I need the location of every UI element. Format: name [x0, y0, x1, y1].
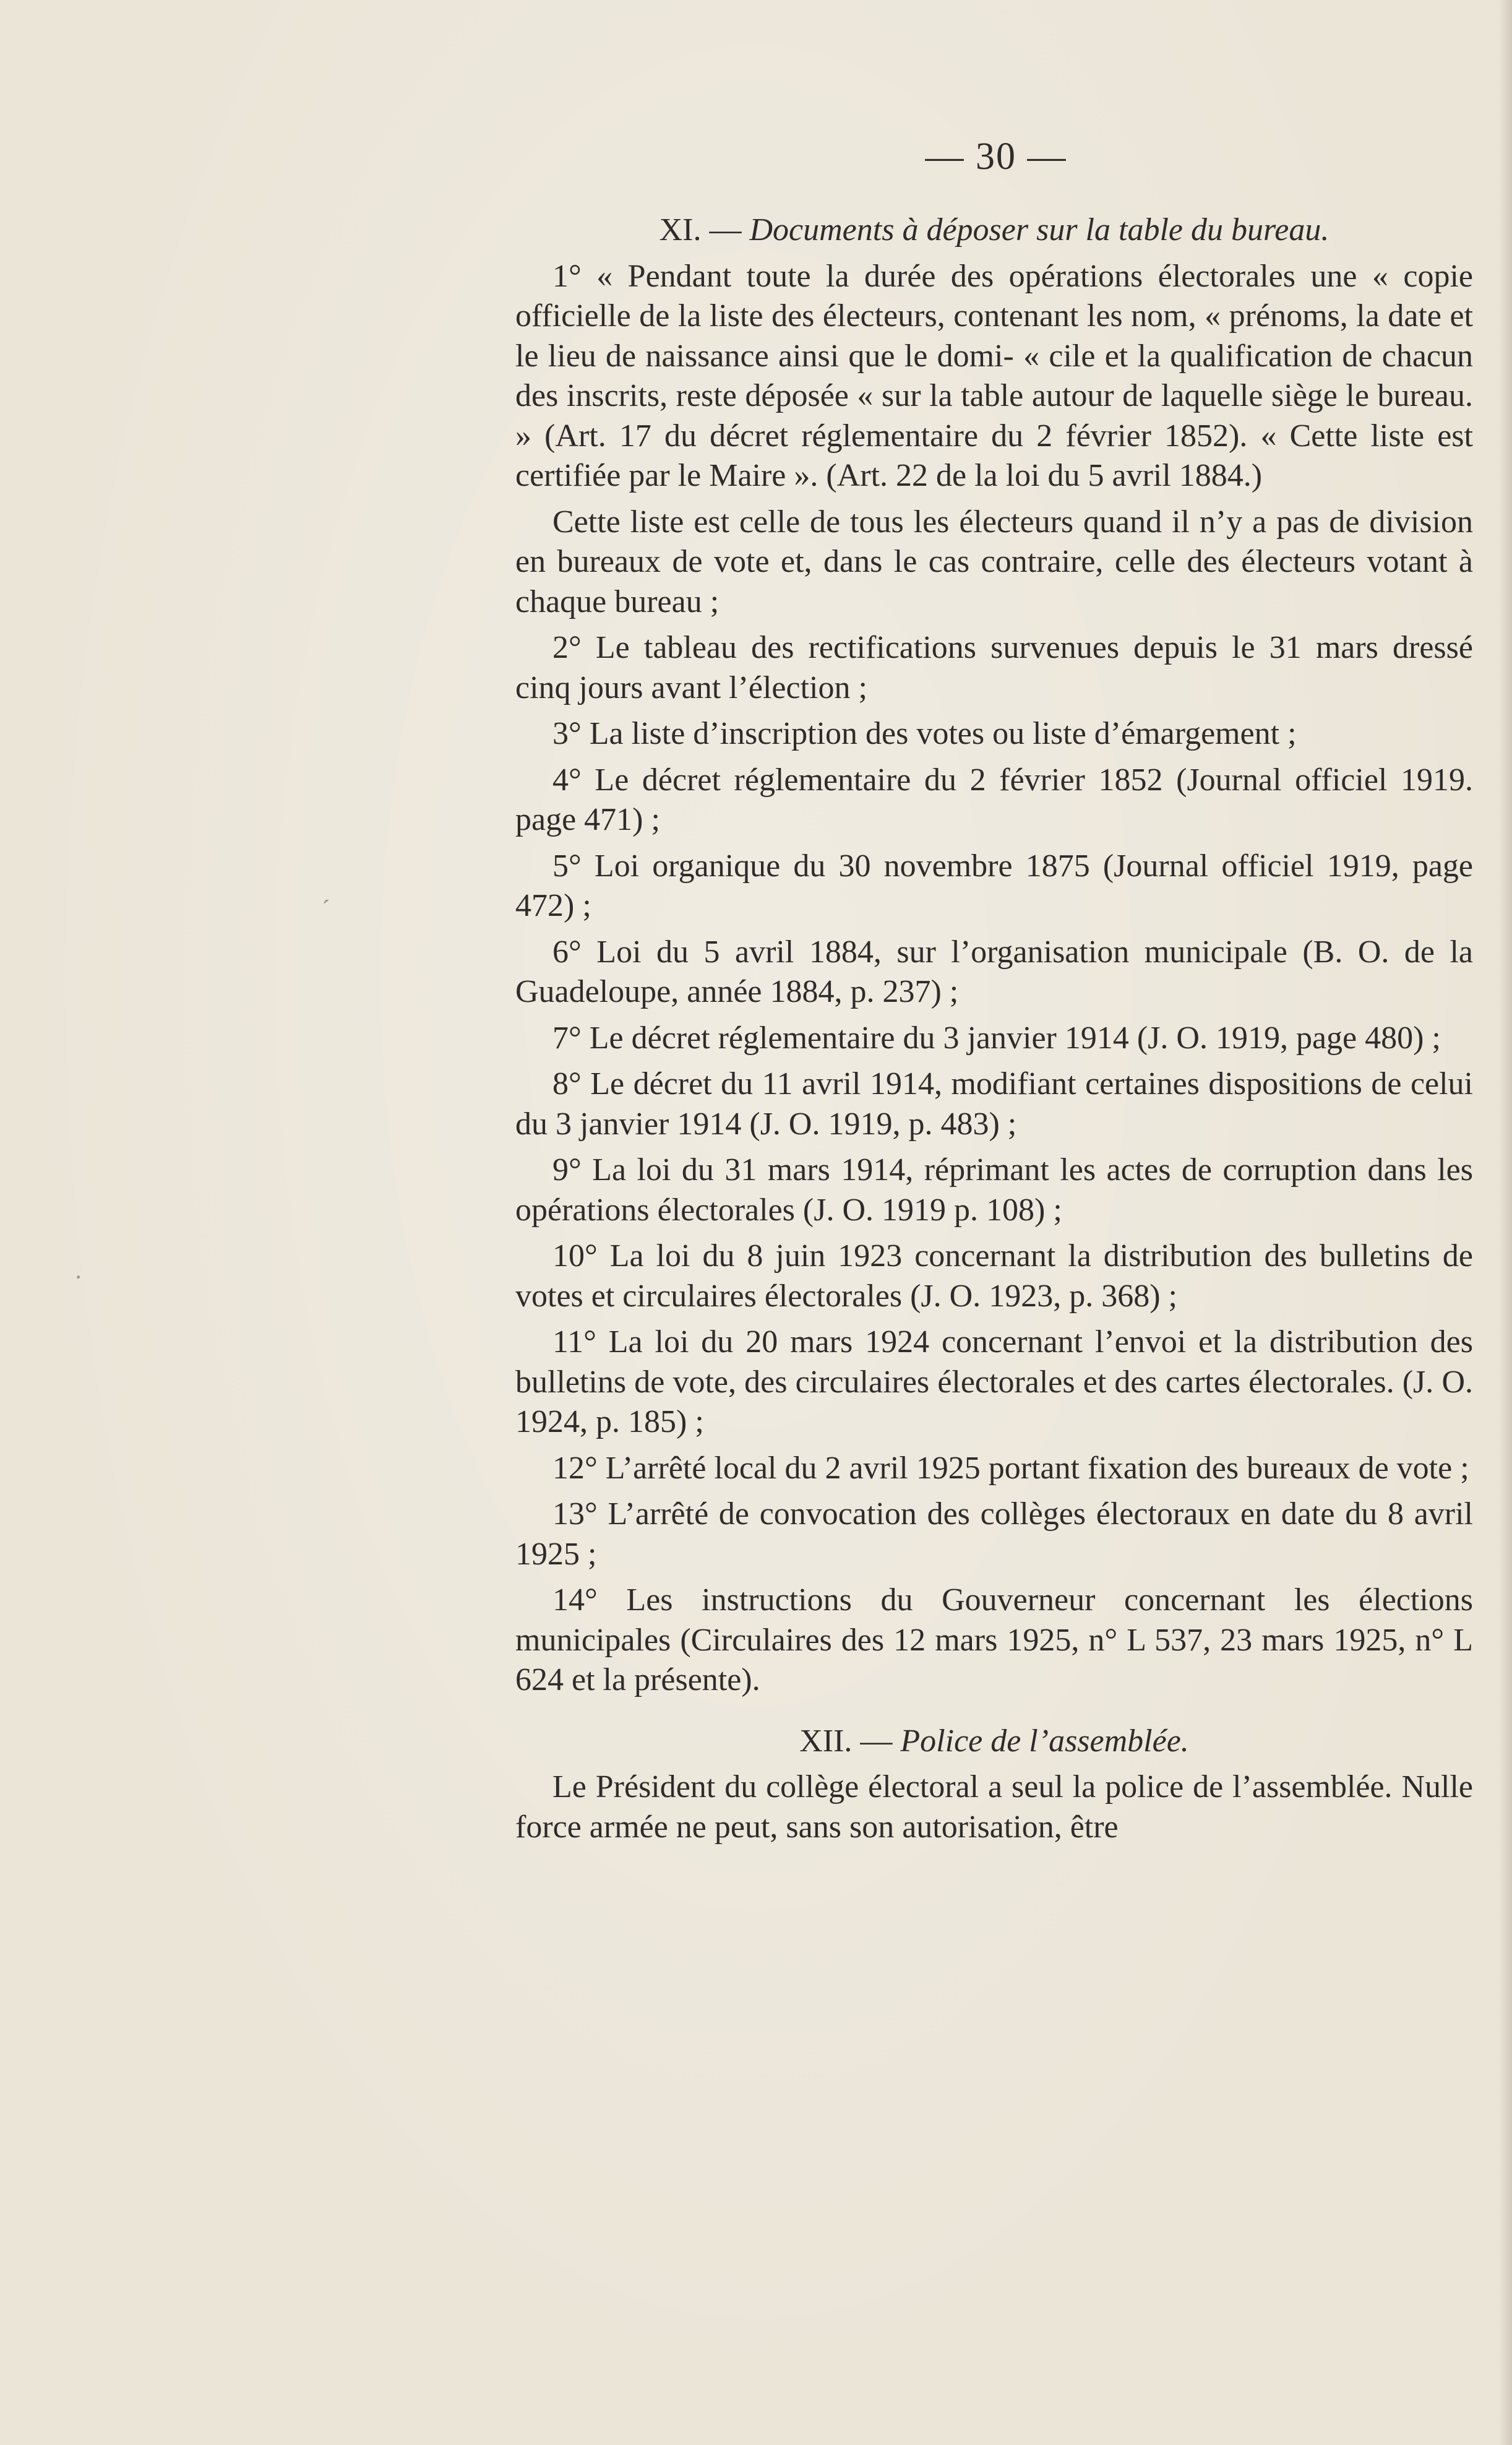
section-12-heading [515, 1722, 1473, 1762]
document-item-10: 10° La loi du 8 juin 1923 concernant la distribution des bulletins de votes et circulaires électorales (J. O. 1923, p. 368) ; [515, 1238, 1473, 1314]
section-12-title: Police de l’assemblée. [900, 1723, 1189, 1759]
document-item-14: 14° Les instructions du Gouverneur concernant les élections municipales (Circulaires des 12 mars 1925, n° L 537, 23 mars 1925, n° L 624 et la présente). [515, 1582, 1473, 1697]
page-body [515, 210, 1473, 1853]
section-12-number: XII. — [799, 1723, 893, 1759]
document-item-8: 8° Le décret du 11 avril 1914, modifiant certaines dispositions de celui du 3 janvier 1914 (J. O. 1919, p. 483) ; [515, 1066, 1473, 1142]
document-item-7: 7° Le décret réglementaire du 3 janvier 1914 (J. O. 1919, page 480) ; [552, 1020, 1441, 1056]
paper-stain-mark: · [74, 1263, 83, 1291]
document-list [515, 628, 1473, 1701]
document-item-12: 12° L’arrêté local du 2 avril 1925 portant fixation des bureaux de vote ; [552, 1450, 1469, 1486]
section-11-title: Documents à déposer sur la table du bureau. [749, 212, 1329, 248]
page-number: — 30 — [925, 136, 1067, 178]
section-12-paragraph: Le Président du collège électoral a seul la police de l’assemblée. Nulle force armée ne peut, sans son autorisation, être [515, 1769, 1473, 1845]
document-item-3: 3° La liste d’inscription des votes ou liste d’émargement ; [552, 716, 1297, 751]
document-item-9: 9° La loi du 31 mars 1914, réprimant les actes de corruption dans les opérations électorales (J. O. 1919 p. 108) ; [515, 1152, 1473, 1228]
section-11-heading [515, 210, 1473, 251]
page-edge-shadow [1498, 0, 1512, 2445]
document-item-5: 5° Loi organique du 30 novembre 1875 (Journal officiel 1919, page 472) ; [515, 848, 1473, 923]
section-11-number: XI. — [659, 212, 742, 248]
section-11-list-note: Cette liste est celle de tous les électeurs quand il n’y a pas de division en bureaux de vote et, dans le cas contraire, celle des électeurs votant à chaque bureau ; [515, 504, 1473, 619]
document-item-11: 11° La loi du 20 mars 1924 concernant l’envoi et la distribution des bulletins de vote, des circulaires électorales et des cartes électorales. (J. O. 1924, p. 185) ; [515, 1324, 1473, 1439]
document-item-2: 2° Le tableau des rectifications survenues depuis le 31 mars dressé cinq jours avant l’élection ; [515, 630, 1473, 705]
document-item-4: 4° Le décret réglementaire du 2 février 1852 (Journal officiel 1919. page 471) ; [515, 762, 1473, 837]
document-item-13: 13° L’arrêté de convocation des collèges électoraux en date du 8 avril 1925 ; [515, 1496, 1473, 1572]
document-item-6: 6° Loi du 5 avril 1884, sur l’organisation municipale (B. O. de la Guadeloupe, année 1884, p. 237) ; [515, 934, 1473, 1009]
section-11-intro-paragraph: 1° « Pendant toute la durée des opérations électorales une « copie officielle de la liste des électeurs, contenant les nom, « prénoms, la date et le lieu de naissance ainsi que le domi- « cile et la qualification de chacun des inscrits, reste déposée « sur la table autour de laquelle siège le bureau. » (Art. 17 du décret réglementaire du 2 février 1852). « Cette liste est certifiée par le Maire ». (Art. 22 de la loi du 5 avril 1884.) [515, 258, 1473, 493]
stray-mark: ´ [322, 895, 330, 923]
